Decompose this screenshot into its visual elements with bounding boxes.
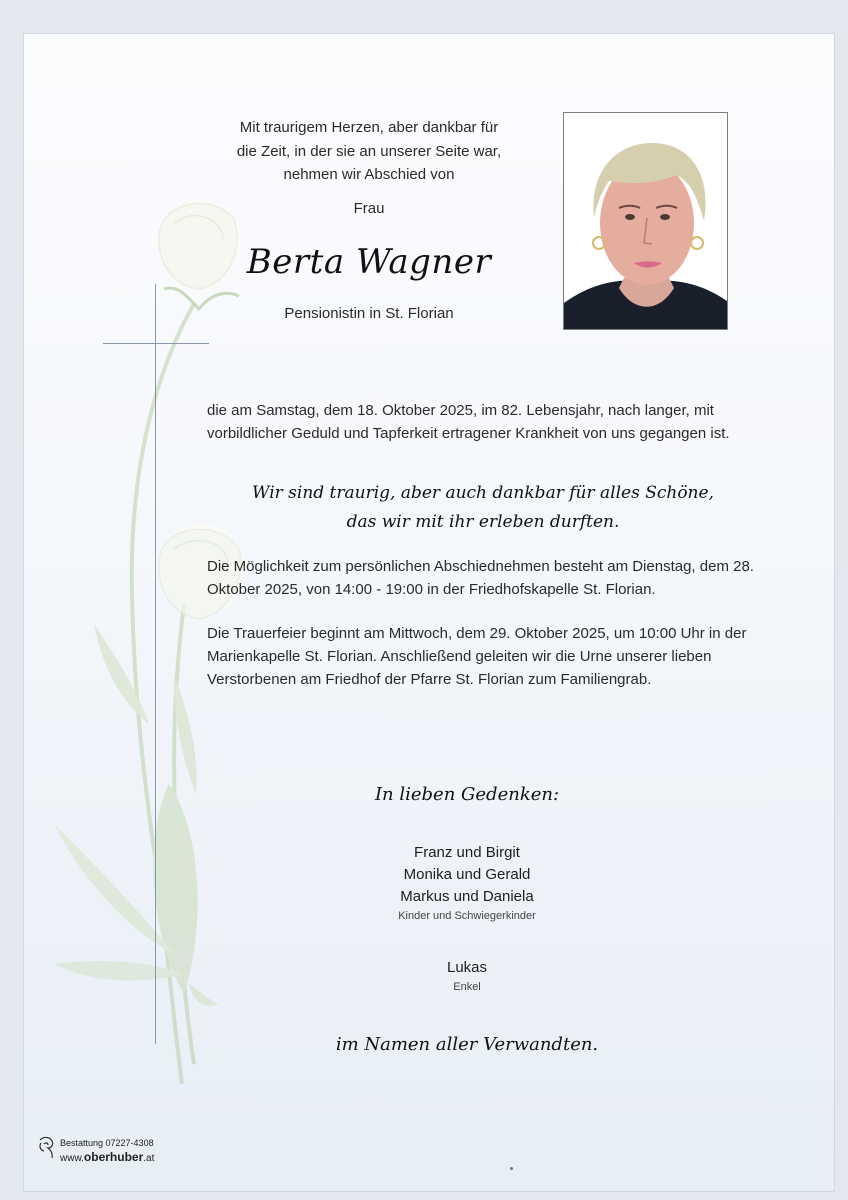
farewell-paragraph: Die Möglichkeit zum persönlichen Abschiednehmen besteht am Dienstag, dem 28. Oktober 2025, von 14:00 - 19:00 in der Friedhofskapelle St. Florian. <box>207 558 754 598</box>
funeral-home-phone: Bestattung 07227-4308 <box>60 1138 154 1148</box>
funeral-home-logo-icon <box>36 1136 56 1160</box>
cross-horizontal-line <box>103 343 209 344</box>
death-notice-paragraph: die am Samstag, dem 18. Oktober 2025, im 82. Lebensjahr, nach langer, mit vorbildlicher Geduld und Tapferkeit ertragener Krankheit von uns gegangen ist. <box>207 402 730 442</box>
mourners-group-grandchildren <box>327 957 607 995</box>
intro-line-1: Mit traurigem Herzen, aber dankbar für <box>239 119 499 136</box>
deceased-name: Berta Wagner <box>246 242 492 282</box>
website-name: oberhuber <box>83 1150 144 1164</box>
quote-line-1: Wir sind traurig, aber auch dankbar für alles Schöne, <box>252 483 714 503</box>
mourner-relation: Kinder und Schwiegerkinder <box>398 910 536 922</box>
intro-line-2: die Zeit, in der sie an unserer Seite war, <box>236 142 502 160</box>
salutation: Frau <box>353 200 385 217</box>
mourner-name: Franz und Birgit <box>414 844 520 861</box>
remembrance-heading: In lieben Gedenken: <box>374 784 560 805</box>
quote <box>207 479 759 537</box>
mourner-name: Lukas <box>446 959 488 976</box>
funeral-home-credit <box>36 1134 216 1174</box>
decorative-dot <box>510 1167 513 1170</box>
website-suffix: .at <box>143 1153 155 1164</box>
website-prefix: www. <box>60 1153 84 1164</box>
mourners-group-children <box>327 842 607 924</box>
obituary-card <box>23 33 835 1192</box>
ceremony-paragraph: Die Trauerfeier beginnt am Mittwoch, dem 29. Oktober 2025, um 10:00 Uhr in der Marienkapelle St. Florian. Anschließend geleiten wir die Urne unserer lieben Verstorbenen am Friedhof der Pfarre St. Florian zum Familiengrab. <box>207 625 747 688</box>
portrait-photo <box>563 112 728 330</box>
mourner-relation: Enkel <box>453 981 481 993</box>
mourner-name: Markus und Daniela <box>400 888 534 905</box>
closing-line: im Namen aller Verwandten. <box>335 1034 599 1055</box>
intro-text <box>209 116 529 187</box>
mourner-name: Monika und Gerald <box>403 866 531 883</box>
cross-vertical-line <box>155 284 156 1044</box>
intro-line-3: nehmen wir Abschied von <box>283 166 455 183</box>
funeral-home-website[interactable] <box>60 1150 154 1164</box>
occupation: Pensionistin in St. Florian <box>284 305 454 322</box>
quote-line-2: das wir mit ihr erleben durften. <box>346 512 620 532</box>
